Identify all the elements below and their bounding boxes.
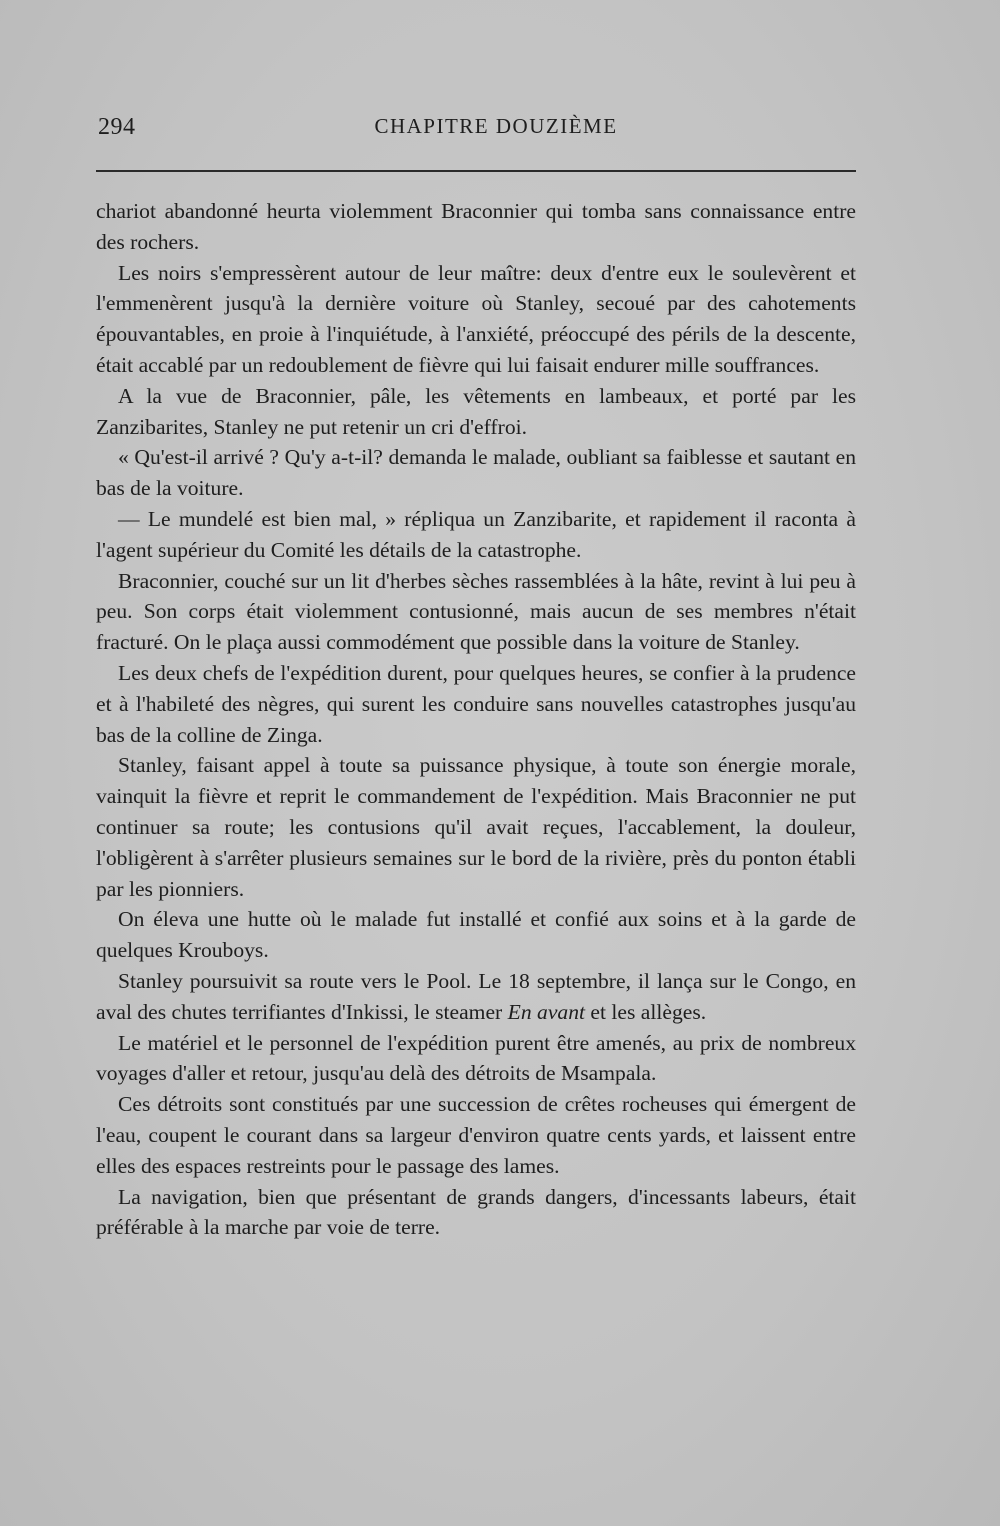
paragraph-text: et les allèges.	[585, 999, 707, 1024]
paragraph: « Qu'est-il arrivé ? Qu'y a-t-il? demanda le malade, oubliant sa faiblesse et sautant en bas de la voiture.	[96, 445, 856, 501]
paragraph: Le matériel et le personnel de l'expédition purent être amenés, au prix de nombreux voyages d'aller et retour, jusqu'au delà des détroits de Msampala.	[96, 1030, 856, 1086]
paragraph-text: Stanley poursuivit sa route vers le Pool. Le 18 septembre, il lança sur le Congo, en aval des chutes terrifiantes d'Inkissi, le steamer	[96, 968, 856, 1024]
paragraph: Les noirs s'empressèrent autour de leur maître: deux d'entre eux le soulevèrent et l'emmenèrent jusqu'à la dernière voiture où Stanley, secoué par des cahotements épouvantables, en proie à l'inquiétude, à l'anxiété, préoccupé des périls de la descente, était accablé par un redoublement de fièvre qui lui faisait endurer mille souffrances.	[96, 260, 856, 377]
paragraph: Les deux chefs de l'expédition durent, pour quelques heures, se confier à la prudence et à l'habileté des nègres, qui surent les conduire sans nouvelles catastrophes jusqu'au bas de la colline de Zinga.	[96, 660, 856, 747]
header-rule	[96, 170, 856, 172]
paragraph: Ces détroits sont constitués par une succession de crêtes rocheuses qui émergent de l'eau, coupent le courant dans sa largeur d'environ quatre cents yards, et laissent entre elles des espaces restreints pour le passage des lames.	[96, 1092, 856, 1178]
paragraph: A la vue de Braconnier, pâle, les vêtements en lambeaux, et porté par les Zanzibarites, Stanley ne put retenir un cri d'effroi.	[96, 383, 856, 439]
page-header	[96, 108, 856, 148]
paragraph: Braconnier, couché sur un lit d'herbes sèches rassemblées à la hâte, revint à lui peu à peu. Son corps était violemment contusionné, mais aucun de ses membres n'était fracturé. On le plaça aussi commodément que possible dans la voiture de Stanley.	[96, 568, 856, 655]
paragraph	[96, 966, 856, 1028]
paragraph: La navigation, bien que présentant de grands dangers, d'incessants labeurs, était préférable à la marche par voie de terre.	[96, 1184, 856, 1240]
paragraph: Stanley, faisant appel à toute sa puissance physique, à toute son énergie morale, vainquit la fièvre et reprit le commandement de l'expédition. Mais Braconnier ne put continuer sa route; les contusions qu'il avait reçues, l'accablement, la douleur, l'obligèrent à s'arrêter plusieurs semaines sur le bord de la rivière, près du ponton établi par les pionniers.	[96, 753, 856, 901]
ship-name: En avant	[507, 999, 586, 1024]
paragraph: On éleva une hutte où le malade fut installé et confié aux soins et à la garde de quelques Krouboys.	[96, 907, 856, 963]
page-number: 294	[98, 114, 136, 140]
body-text	[96, 196, 856, 1243]
paragraph: — Le mundelé est bien mal, » répliqua un Zanzibarite, et rapidement il raconta à l'agent supérieur du Comité les détails de la catastrophe.	[96, 506, 856, 562]
paragraph: chariot abandonné heurta violemment Braconnier qui tomba sans connaissance entre des rochers.	[96, 199, 856, 254]
running-title: CHAPITRE DOUZIÈME	[374, 114, 618, 138]
